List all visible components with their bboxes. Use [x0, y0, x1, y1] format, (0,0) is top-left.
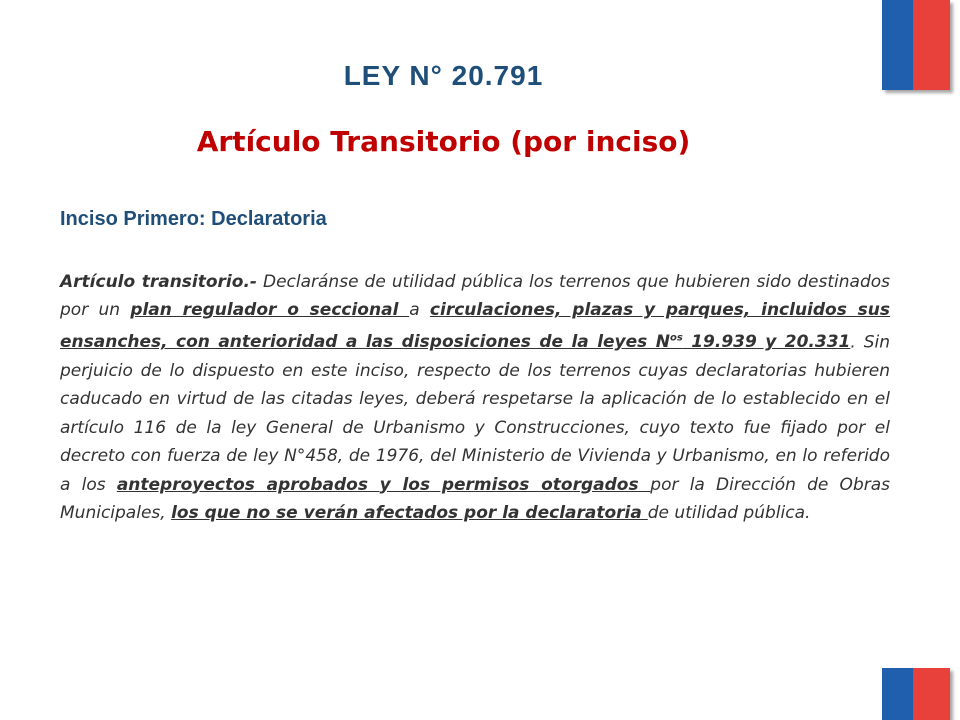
article-text-2: a [409, 300, 430, 321]
article-text-5: de utilidad pública. [647, 502, 811, 523]
flag-red-stripe [913, 668, 950, 720]
law-title: LEY N° 20.791 [343, 60, 544, 91]
underlined-anteproyectos: anteproyectos aprobados y los permisos otorgados [116, 474, 651, 495]
underlined-plan-regulador: plan regulador o seccional [130, 300, 410, 321]
section-heading: Inciso Primero: Declaratoria [60, 208, 327, 230]
flag-red-stripe [913, 0, 950, 90]
article-body [60, 268, 890, 527]
superscript-os: os [669, 332, 683, 344]
article-text-4: por la Dirección de Obras Municipales, [60, 474, 890, 523]
flag-decoration-bottom [882, 668, 950, 720]
article-text-1: Declaránse de utilidad pública los terrenos que hubieren sido destinados por un [60, 272, 890, 321]
underlined-law-numbers: 19.939 y 20.331 [682, 332, 851, 353]
underlined-circulaciones-text: circulaciones, plazas y parques, incluidos sus ensanches, con anterioridad a las disposiciones de la leyes N [60, 300, 890, 353]
article-title: Artículo Transitorio (por inciso) [196, 125, 691, 158]
article-text-3: . Sin perjuicio de lo dispuesto en este inciso, respecto de los terrenos cuyas declaratorias hubieren caducado en virtud de las citadas leyes, deberá respetarse la aplicación de lo establecido en el artículo 116 de la ley General de Urbanismo y Construcciones, cuyo texto fue fijado por el decreto con fuerza de ley N°458, de 1976, del Ministerio de Vivienda y Urbanismo, en lo referido a los [60, 332, 890, 495]
article-lead: Artículo transitorio.- [60, 272, 257, 292]
flag-decoration-top [882, 0, 950, 90]
flag-blue-stripe [882, 668, 913, 720]
underlined-no-afectados: los que no se verán afectados por la declaratoria [171, 502, 648, 523]
